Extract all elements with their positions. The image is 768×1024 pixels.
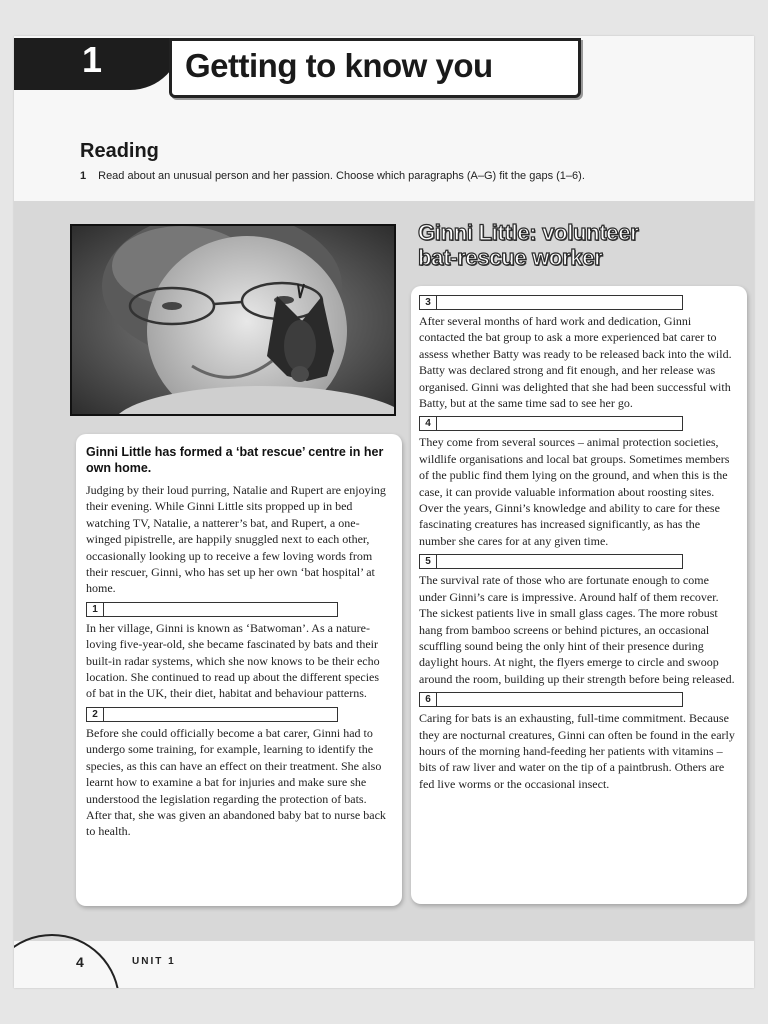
gap-answer-box[interactable] [437, 554, 683, 569]
textbook-page [14, 36, 754, 988]
gap-1[interactable] [86, 602, 392, 617]
article-headline-line1: Ginni Little: volunteer [418, 220, 639, 245]
gap-number: 6 [419, 692, 437, 707]
left-text-card [76, 434, 402, 906]
unit-title-box [169, 38, 581, 98]
gap-answer-box[interactable] [104, 707, 338, 722]
gap-2[interactable] [86, 707, 392, 722]
gap-number: 3 [419, 295, 437, 310]
unit-number-tab [14, 38, 182, 90]
gap-number: 4 [419, 416, 437, 431]
gap-number: 1 [86, 602, 104, 617]
gap-5[interactable] [419, 554, 737, 569]
gap-answer-box[interactable] [104, 602, 338, 617]
article-headline [418, 220, 738, 270]
gap-6[interactable] [419, 692, 737, 707]
paragraph-after-gap-2: Before she could officially become a bat carer, Ginni had to undergo some training, for example, learning to identify the species, as this can have an effect on their treatment. She also learnt how to examine a bat for injuries and make sure she understood the legislation regarding the protection of bats. After that, she was given an abandoned baby bat to nurse back to health. [86, 725, 386, 839]
gap-number: 2 [86, 707, 104, 722]
gap-answer-box[interactable] [437, 692, 683, 707]
paragraph-intro: Judging by their loud purring, Natalie and Rupert are enjoying their evening. While Ginni Little sits propped up in bed watching TV, Natalie, a natterer’s bat, and Rupert, a one-winged pipistrelle, are happily snuggled next to each other, occasionally looking up to receive a few loving words from their rescuer, Ginni, who has set up her own ‘bat hospital’ at home. [86, 483, 386, 596]
gap-3[interactable] [419, 295, 737, 310]
section-title: Reading [80, 140, 159, 162]
paragraph-after-gap-4: They come from several sources – animal protection societies, wildlife organisations and local bat groups. Sometimes members of the public find them lying on the ground, and when this is the case, it can provide valuable information about roosting sites. Over the years, Ginni’s knowledge and ability to care for these fascinating creatures has increased significantly, as has the number she cares for at any given time. [419, 435, 730, 548]
woman-with-bat-photo [70, 224, 396, 416]
article-headline-line2: bat-rescue worker [418, 245, 603, 270]
paragraph-after-gap-5: The survival rate of those who are fortunate enough to come under Ginni’s care is impressive. Around half of them recover. The sickest patients live in small glass cages. The more robust hang from bamboo screens or behind pictures, an occasional scuffling sound being the only hint of their presence during daylight hours. At night, the flyers emerge to circle and swoop around the room, building up their strength before being released. [419, 573, 735, 686]
footer-unit-label: UNIT 1 [132, 956, 176, 967]
unit-title: Getting to know you [185, 47, 493, 84]
photo-illustration [72, 226, 394, 414]
exercise-number: 1 [80, 170, 87, 182]
unit-number: 1 [82, 39, 103, 80]
exercise-instruction-text: Read about an unusual person and her passion. Choose which paragraphs (A–G) fit the gaps (1–6). [98, 170, 585, 182]
gap-4[interactable] [419, 416, 737, 431]
page-number: 4 [76, 954, 84, 970]
paragraph-after-gap-6: Caring for bats is an exhausting, full-time commitment. Because they are nocturnal creatures, Ginni can often be found in the early hours of the morning hand-feeding her patients with vitamins – bits of raw liver and water on the tip of a paintbrush. Others are fed live worms or the occasional insect. [419, 711, 735, 791]
footer-decoration [14, 934, 120, 988]
paragraph-after-gap-3: After several months of hard work and dedication, Ginni contacted the bat group to ask a more experienced bat carer to assess whether Batty was ready to be released back into the wild. Batty was declared strong and fit enough, and her release was organised. Ginni was delighted that she had been successful with Batty, but at the same time sad to see her go. [419, 314, 732, 411]
article-lead: Ginni Little has formed a ‘bat rescue’ centre in her own home. [86, 445, 384, 475]
gap-answer-box[interactable] [437, 295, 683, 310]
paragraph-after-gap-1: In her village, Ginni is known as ‘Batwoman’. As a nature-loving five-year-old, she became fascinated by bats and their built-in radar systems, which she now knows to be their echo location. She continued to read up about the different species of bat in the UK, their diet, habitat and behaviour patterns. [86, 620, 380, 701]
right-text-card [411, 286, 747, 904]
gap-answer-box[interactable] [437, 416, 683, 431]
exercise-instruction [80, 170, 720, 182]
gap-number: 5 [419, 554, 437, 569]
